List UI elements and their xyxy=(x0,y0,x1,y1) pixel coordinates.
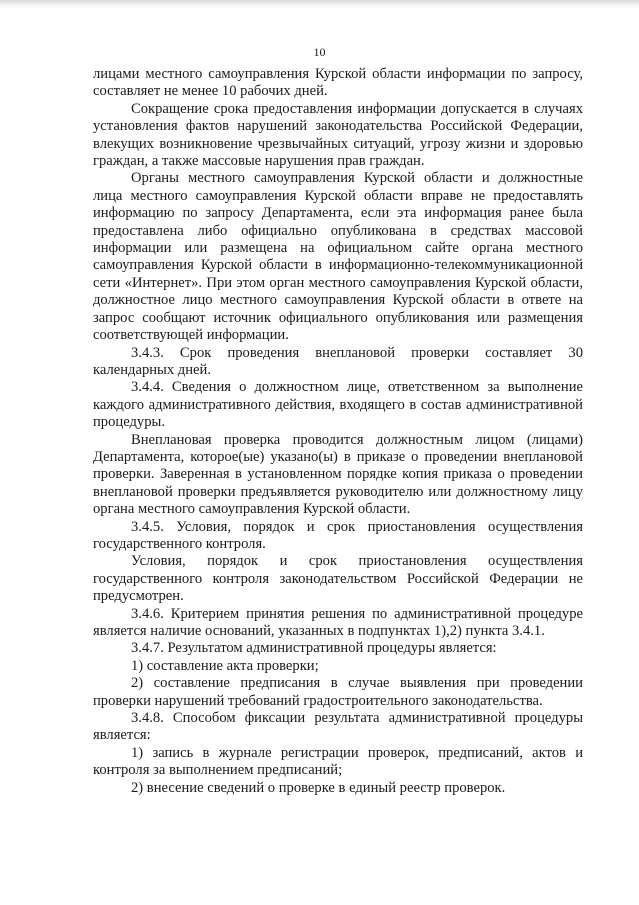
paragraph: Внеплановая проверка проводится должностным лицом (лицами) Департамента, которое(ые) указано(ы) в приказе о проведении внеплановой проверки. Заверенная в установленном порядке копия приказа о проведении внеплановой проверки предъявляется руководителю или должностному лицу органа местного самоуправления Курской области. xyxy=(93,431,583,518)
list-item: 2) внесение сведений о проверке в единый реестр проверок. xyxy=(131,779,506,796)
paragraph: 3.4.4. Сведения о должностном лице, ответственном за выполнение каждого административного действия, входящего в состав административной процедуры. xyxy=(93,379,583,431)
list-item: 2) составление предписания в случае выявления при проведении проверки нарушений требований градостроительного законодательства. xyxy=(93,675,583,709)
page-number: 10 xyxy=(313,45,326,59)
scan-edge-shadow xyxy=(0,0,639,9)
paragraph: лицами местного самоуправления Курской области информации по запросу, составляет не менее 10 рабочих дней. xyxy=(93,66,583,100)
paragraph: 3.4.7. Результатом административной процедуры является: xyxy=(131,640,497,657)
paragraph: 3.4.3. Срок проведения внеплановой проверки составляет 30 календарных дней. xyxy=(93,344,583,378)
list-item: 1) запись в журнале регистрации проверок, предписаний, актов и контроля за выполнением предписаний; xyxy=(93,744,583,779)
paragraph: Органы местного самоуправления Курской области и должностные лица местного самоуправления Курской области вправе не предоставлять информацию по запросу Департамента, если эта информация ранее была предоставлена либо официально опубликована в средствах массовой информации или размещена на официальном сайте органа местного самоуправления Курской области в информационно-телекоммуникационной сети «Интернет». При этом орган местного самоуправления Курской области, должностное лицо местного самоуправления Курской области в ответе на запрос сообщают источник официального опубликования или размещения соответствующей информации. xyxy=(93,170,583,344)
paragraph: Условия, порядок и срок приостановления осуществления государственного контроля законодательством Российской Федерации не предусмотрен. xyxy=(93,553,583,605)
list-item: 1) составление акта проверки; xyxy=(131,657,319,674)
paragraph: Сокращение срока предоставления информации допускается в случаях установления фактов нарушений законодательства Российской Федерации, влекущих возникновение чрезвычайных ситуаций, угрозу жизни и здоровью граждан, а также массовые нарушения прав граждан. xyxy=(93,100,583,170)
paragraph: 3.4.5. Условия, порядок и срок приостановления осуществления государственного контроля. xyxy=(93,518,583,552)
document-body xyxy=(93,66,583,797)
paragraph: 3.4.8. Способом фиксации результата административной процедуры является: xyxy=(93,710,583,744)
paragraph: 3.4.6. Критерием принятия решения по административной процедуре является наличие оснований, указанных в подпунктах 1),2) пункта 3.4.1. xyxy=(93,605,583,639)
